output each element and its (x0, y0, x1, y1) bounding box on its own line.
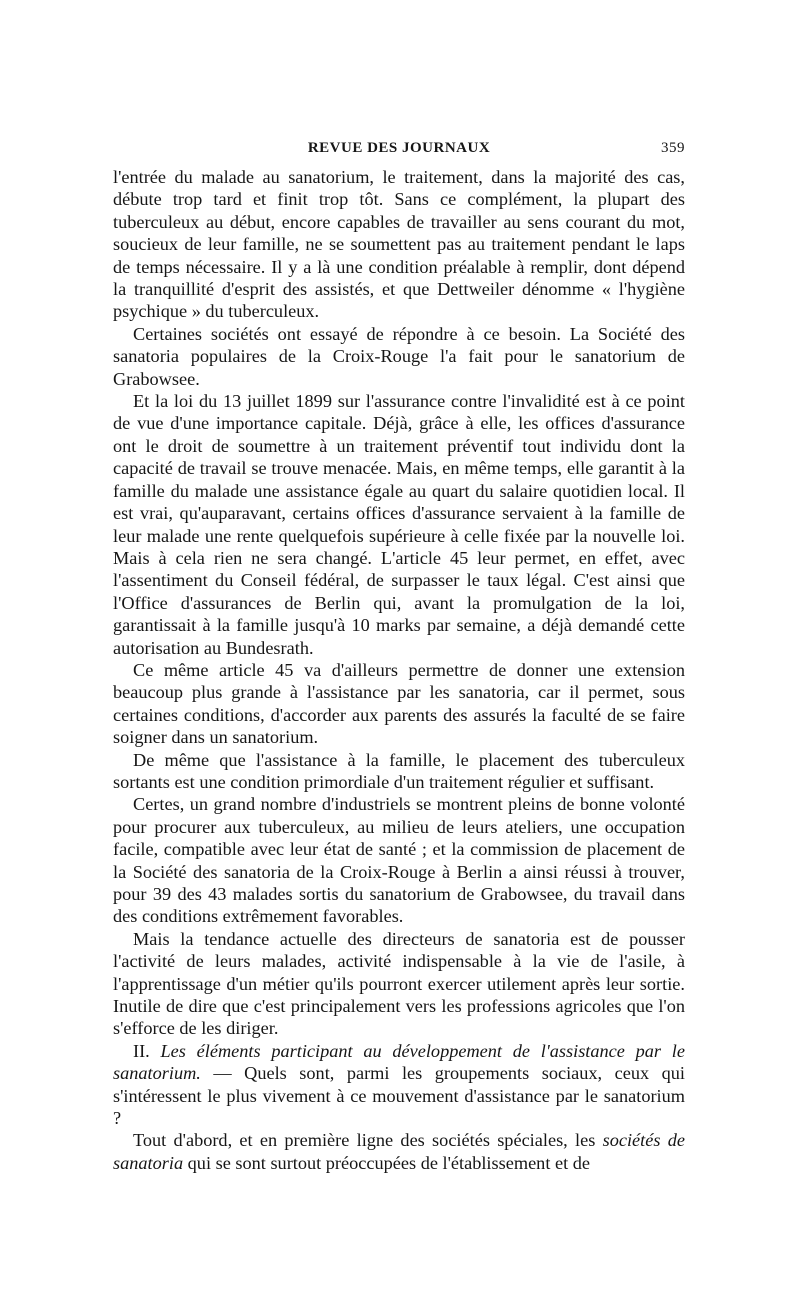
article-body (113, 166, 685, 1174)
paragraph-tendance-actuelle: Mais la tendance actuelle des directeurs de sanatoria est de pousser l'activité de leurs malades, activité indispensable à la vie de l'asile, à l'apprentissage d'un métier qu'ils pourront exercer utilement après leur sortie. Inutile de dire que c'est principalement vers les professions agricoles que l'on s'efforce de les diriger. (113, 928, 685, 1039)
section-heading: Les éléments participant au développement de l'assistance par le sanatorium. (113, 1040, 685, 1084)
paragraph-text-end: qui se sont surtout préoccupées de l'établissement et de (183, 1152, 590, 1173)
journal-section-title: REVUE DES JOURNAUX (307, 140, 491, 156)
section-number: II. (133, 1040, 150, 1061)
paragraph-text-start: Tout d'abord, et en première ligne des sociétés spéciales, les (133, 1130, 603, 1151)
paragraph-societes-croix-rouge: Certaines sociétés ont essayé de répondre à ce besoin. La Société des sanatoria populaires de la Croix-Rouge l'a fait pour le sanatorium de Grabowsee. (113, 323, 685, 389)
paragraph-article-45: Ce même article 45 va d'ailleurs permettre de donner une extension beaucoup plus grande à l'assistance par les sanatoria, car il permet, sous certaines conditions, d'accorder aux parents des assurés la faculté de se faire soigner dans un sanatorium. (113, 659, 685, 748)
paragraph-tout-d-abord (113, 1129, 685, 1174)
paragraph-placement: De même que l'assistance à la famille, le placement des tuberculeux sortants est une condition primordiale d'un traitement régulier et suffisant. (113, 749, 685, 792)
running-header (113, 140, 685, 166)
section-two-paragraph (113, 1040, 685, 1130)
emphasis-societes-de-sanatoria: sociétés de sanatoria (113, 1130, 685, 1173)
paragraph-industriels: Certes, un grand nombre d'industriels se montrent pleins de bonne volonté pour procurer aux tuberculeux, au milieu de leurs ateliers, une occupation facile, compatible avec leur état de santé ; et la commission de placement de la Société des sanatoria de la Croix-Rouge à Berlin a ainsi réussi à trouver, pour 39 des 43 malades sortis du sanatorium de Grabowsee, du travail dans des conditions extrêmement favorables. (113, 794, 685, 927)
document-page (113, 140, 685, 1174)
page-number: 359 (661, 140, 685, 156)
section-text: — Quels sont, parmi les groupements sociaux, ceux qui s'intéressent le plus vivement à ce mouvement d'assistance par le sanatorium ? (113, 1063, 685, 1129)
paragraph-loi-1899: Et la loi du 13 juillet 1899 sur l'assurance contre l'invalidité est à ce point de vue d'une importance capitale. Déjà, grâce à elle, les offices d'assurance ont le droit de soumettre à un traitement préventif tout individu dont la capacité de travail se trouve menacée. Mais, en même temps, elle garantit à la famille du malade une assistance égale au quart du salaire quotidien local. Il est vrai, qu'auparavant, certains offices d'assurance servaient à la famille de leur malade une rente quelquefois supérieure à celle fixée par la nouvelle loi. Mais à cela rien ne sera changé. L'article 45 leur permet, en effet, avec l'assentiment du Conseil fédéral, de surpasser le taux légal. C'est ainsi que l'Office d'assurances de Berlin qui, avant la promulgation de la loi, garantissait à la famille jusqu'à 10 marks par semaine, a déjà demandé cette autorisation au Bundesrath. (113, 391, 685, 658)
paragraph-entree-sanatorium: l'entrée du malade au sanatorium, le traitement, dans la majorité des cas, débute trop tard et finit trop tôt. Sans ce complément, la plupart des tuberculeux au début, encore capables de travailler au sens courant du mot, soucieux de leur famille, ne se soumettent pas au traitement pendant le laps de temps nécessaire. Il y a là une condition préalable à remplir, dont dépend la tranquillité d'esprit des assistés, et que Dettweiler dénomme « l'hygiène psychique » du tuberculeux. (113, 167, 685, 322)
